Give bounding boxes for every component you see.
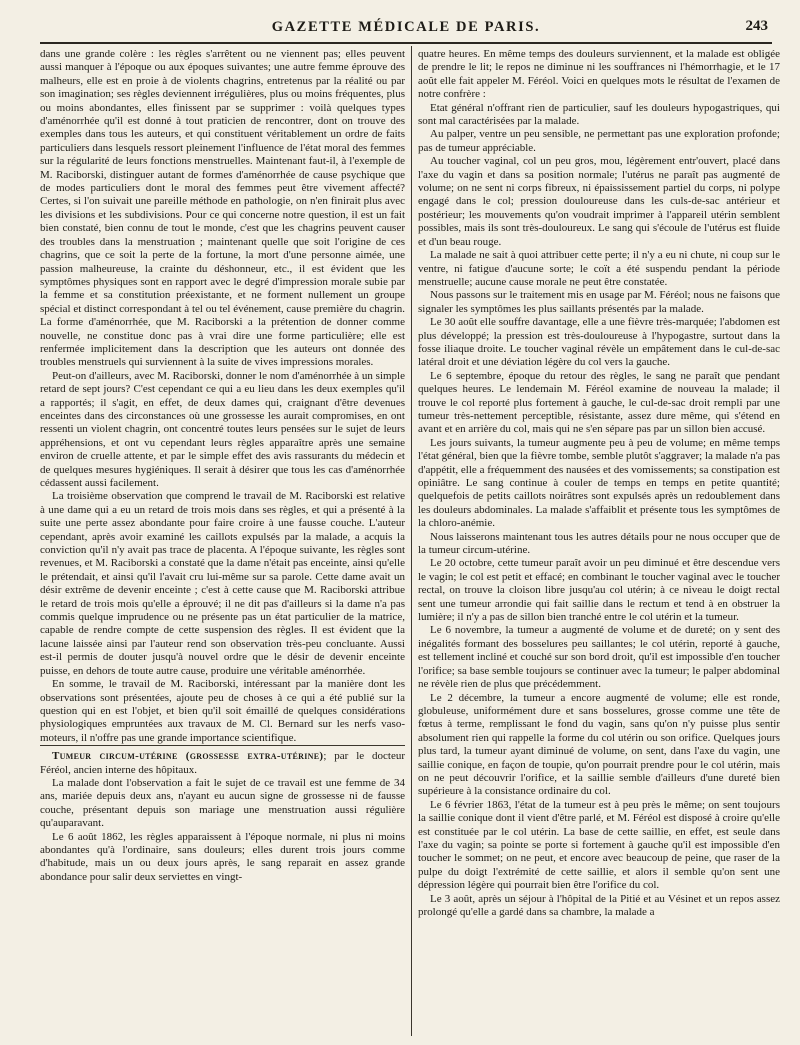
right-column bbox=[418, 48, 780, 1033]
paragraph: En somme, le travail de M. Raciborski, intéressant par la manière dont les observations sont présentées, ajoute peu de choses à ce qui a été publié sur la question qui en est l'objet, et bien qu'il soit émaillé de quelques considérations physiologiques empruntées aux travaux de M. Cl. Bernard sur les nerfs vaso-moteurs, il n'offre pas une grande importance scientifique. bbox=[40, 678, 405, 744]
paragraph: La malade ne sait à quoi attribuer cette perte; il n'y a eu ni chute, ni coup sur le ventre, ni fatigue d'aucune sorte; le coït a été suspendu pendant la période menstruelle; aucune cause morale ne peut être constatée. bbox=[418, 249, 780, 288]
paragraph: Nous passons sur le traitement mis en usage par M. Féréol; nous ne faisons que signaler les symptômes les plus saillants présentés par la malade. bbox=[418, 289, 780, 315]
paragraph: Le 6 novembre, la tumeur a augmenté de volume et de dureté; on y sent des inégalités formant des bosselures peu saillantes; le col utérin, reporté à gauche, est tellement incliné et couché sur son bord droit, qu'il est impossible d'en toucher l'orifice; sa base semble toujours se continuer avec la tumeur; le palper abdominal ne révèle rien de plus que précédemment. bbox=[418, 624, 780, 691]
paragraph: Le 30 août elle souffre davantage, elle a une fièvre très-marquée; l'abdomen est plus développé; la pression est très-douloureuse à l'hypogastre, surtout dans la fosse iliaque droite. Le toucher vaginal révèle un empâtement dans le cul-de-sac latéral droit et une déviation légère du col vers la gauche. bbox=[418, 316, 780, 369]
paragraph: La troisième observation que comprend le travail de M. Raciborski est relative à une dame qui a eu un retard de trois mois dans ses règles, et qui a présenté à la suite une perte assez abondante pour faire croire à une fausse couche. L'auteur cependant, après avoir examiné les caillots expulsés par la malade, a acquis la conviction qu'il n'y avait pas trace de placenta. A l'époque suivante, les règles sont revenues, et M. Raciborski a constaté que la dame n'était pas enceinte, ainsi qu'elle le prétendait, et ainsi qu'il l'avait cru lui-même sur sa parole. Cette dame avait un désir extrême de devenir enceinte ; c'est à cette cause que M. Raciborski attribue le retard de trois mois qu'elle a éprouvé; il ne dit pas d'ailleurs si la dame n'a pas commis quelque imprudence ou ne présente pas un état particulier de la matrice, capable de rendre compte de cette suspension des règles. Il est évident que la lacune laissée ainsi par l'auteur rend son observation très-peu concluante. Aussi est-il permis de douter jusqu'à nouvel ordre que le désir de devenir enceinte puisse, en dehors de toute autre cause, produire une véritable aménorrhée. bbox=[40, 490, 405, 677]
paragraph: Le 6 septembre, époque du retour des règles, le sang ne paraît que pendant quelques heures. Le lendemain M. Féréol examine de nouveau la malade; il trouve le col reporté plus fortement à gauche, le cul-de-sac droit rempli par une tumeur très-nettement perceptible, résistante, assez dure même, qui s'étend en avant et en arrière du col, mais qui ne s'en sépare pas par un sillon bien accusé. bbox=[418, 369, 780, 436]
paragraph: Nous laisserons maintenant tous les autres détails pour ne nous occuper que de la tumeur circum-utérine. bbox=[418, 530, 780, 557]
left-column bbox=[40, 48, 405, 1033]
paragraph: Etat général n'offrant rien de particulier, sauf les douleurs hypogastriques, qui sont mal caractérisées par la malade. bbox=[418, 101, 780, 128]
paragraph: Les jours suivants, la tumeur augmente peu à peu de volume; en même temps l'état général, bien que la fièvre tombe, semble plutôt s'aggraver; la malade n'a pas d'appétit, elle a fréquemment des nausées et des vomissements; sa constipation est opiniâtre. Le sang continue à couler de temps en temps en petite quantité; quelquefois de petits caillots noirâtres sont expulsés après un redoublement dans les douleurs abdominales. La malade s'affaiblit et présente tous les symptômes de la chloro-anémie. bbox=[418, 436, 780, 530]
paragraph: Le 20 octobre, cette tumeur paraît avoir un peu diminué et être descendue vers le vagin; le col est petit et effacé; en combinant le toucher vaginal avec le toucher rectal, on trouve la cloison libre jusqu'au col utérin; à ce niveau le doigt rectal sent une tumeur arrondie qui fait saillie dans le rectum et tend à en obstruer la lumière; il n'y a pas de sillon bien tranché entre le col utérin et la tumeur. bbox=[418, 557, 780, 624]
section-heading bbox=[40, 745, 405, 777]
paragraph: Au palper, ventre un peu sensible, ne permettant pas une exploration profonde; pas de tumeur appréciable. bbox=[418, 128, 780, 154]
paragraph: Au toucher vaginal, col un peu gros, mou, légèrement entr'ouvert, placé dans l'axe du vagin et dans sa position normale; l'utérus ne paraît pas augmenté de volume; on ne sent ni corps fibreux, ni épaississement partiel du corps, ni polype engagé dans le col; pression douloureuse dans les culs-de-sac antérieur et postérieur; les mouvements qu'on voudrait imprimer à l'appareil utérin semblent possibles, mais ils sont très-douloureux. Le sang qui s'écoule de l'utérus est fluide et d'un beau rouge. bbox=[418, 155, 780, 248]
running-title: GAZETTE MÉDICALE DE PARIS. bbox=[271, 19, 541, 35]
section-heading-title: Tumeur circum-utérine (grossesse extra-utérine) bbox=[52, 750, 324, 763]
paragraph: Le 2 décembre, la tumeur a encore augmenté de volume; elle est ronde, globuleuse, uniformément dure et sans bosselures, grosse comme une tête de fœtus à terme, remplissant le fond du vagin, sans qu'on n'y puisse plus sentir absolument rien qui rappelle la forme du col utérin ou son orifice. Quelques jours plus tard, la tumeur ayant diminué de volume, on sent, dans l'axe du vagin, une saillie conique, en façon de toupie, qu'on pourrait prendre pour le col utérin, mais on ne peut découvrir l'orifice, et la saillie semble d'ailleurs d'une dureté bien supérieure à la consistance ordinaire du col. bbox=[418, 691, 780, 798]
paragraph: Le 3 août, après un séjour à l'hôpital de la Pitié et au Vésinet et un repos assez prolongé qu'elle a gardé dans sa chambre, la malade a bbox=[418, 892, 780, 918]
column-divider bbox=[411, 46, 412, 1036]
section-heading-author: ; par le docteur Féréol, ancien interne des hôpitaux. bbox=[40, 750, 405, 776]
paragraph: La malade dont l'observation a fait le sujet de ce travail est une femme de 34 ans, mariée depuis deux ans, n'ayant eu aucun signe de grossesse ni de fausse couche, présentant depuis son mariage une menstruation aussi régulière qu'auparavant. bbox=[40, 776, 405, 830]
page-header bbox=[40, 12, 772, 44]
paragraph: Le 6 août 1862, les règles apparaissent à l'époque normale, ni plus ni moins abondantes qu'à l'ordinaire, sans douleurs; elles durent trois jours comme d'habitude, mais un ou deux jours après, le sang reparait en assez grande abondance pour salir deux serviettes en vingt- bbox=[40, 830, 405, 883]
paragraph: Peut-on d'ailleurs, avec M. Raciborski, donner le nom d'aménorrhée à un simple retard de sept jours? C'est cependant ce qui a eu lieu dans les deux exemples qu'il a rapportés; il s'agit, en effet, de deux dames qui, craignant d'être devenues enceintes dans des circonstances où une grossesse les aurait compromises, en ont ressenti un violent chagrin, ont concentré toutes leurs pensées sur le sujet de leurs appréhensions, et ont vu cependant leurs règles apparaître après une semaine environ de cruelle attente, et par le simple effet des avis rassurants du médecin et de quelques mesures hygiéniques. Il serait à désirer que tous les cas d'aménorrhée cédassent aussi facilement. bbox=[40, 369, 405, 489]
paragraph: dans une grande colère : les règles s'arrêtent ou ne viennent pas; elles peuvent aussi manquer à l'époque ou aux époques suivantes; une autre femme éprouve des malheurs, elle est en proie à de violents chagrins, entretenus par la réalité ou par son imagination; ses règles deviennent irrégulières, plus ou moins fréquentes, plus ou moins abondantes, elles finissent par se supprimer : voilà quelques types d'aménorrhée qu'il est donné à tout praticien de rencontrer, dont on trouve des exemples dans tous les auteurs, et qui constituent véritablement un ordre de faits particuliers dans lesquels ressort pleinement l'influence de l'état moral des femmes sur la régularité de leurs fonctions menstruelles. Maintenant faut-il, à l'exemple de M. Raciborski, distinguer autant de formes d'aménorrhée de cause psychique que de modes particuliers dont le moral des femmes peut être vivement affecté? Certes, si l'on suivait une pareille méthode en pathologie, on n'en finirait plus avec les divisions et les subdivisions. Pour ce qui concerne notre question, il est un fait bien constaté, bien connu de tout le monde, c'est que les chagrins peuvent causer des troubles dans la menstruation ; maintenant quelle que soit l'origine de ces chagrins, que ce soit la perte de la fortune, la mort d'une personne aimée, une passion malheureuse, la crainte du déshonneur, etc., il est évident que les symptômes physiques sont en rapport avec le degré d'impression morale subie par la femme et sa constitution préexistante, et ne forment nullement un groupe spécial et distinct correspondant à tel ou tel événement, cause première du chagrin. La forme d'aménorrhée, que M. Raciborski a la prétention de donner comme nouvelle, ne constitue donc pas à vrai dire une forme particulière; elle est renfermée implicitement dans la description que les auteurs ont donnée des troubles menstruels qui surviennent à la suite de vives impressions morales. bbox=[40, 48, 405, 369]
paragraph: quatre heures. En même temps des douleurs surviennent, et la malade est obligée de prendre le lit; le repos ne diminue ni les souffrances ni l'hémorrhagie, et le 17 août elle fait appeler M. Féréol. Voici en quelques mots le résultat de l'examen de notre confrère : bbox=[418, 48, 780, 101]
page-number: 243 bbox=[745, 18, 768, 34]
paragraph: Le 6 février 1863, l'état de la tumeur est à peu près le même; on sent toujours la saillie conique dont il vient d'être parlé, et M. Féréol est disposé à croire qu'elle est constituée par le col utérin. La base de cette saillie, en effet, est seule dans l'axe du vagin; sa pointe se porte si fortement à gauche qu'il est impossible d'en toucher le sommet; on ne peut, et encore avec beaucoup de peine, que raser de la pulpe du doigt l'extrémité de cette saillie, et alors il semble qu'on sent une dépression légère qui pourrait bien être l'orifice du col. bbox=[418, 798, 780, 892]
